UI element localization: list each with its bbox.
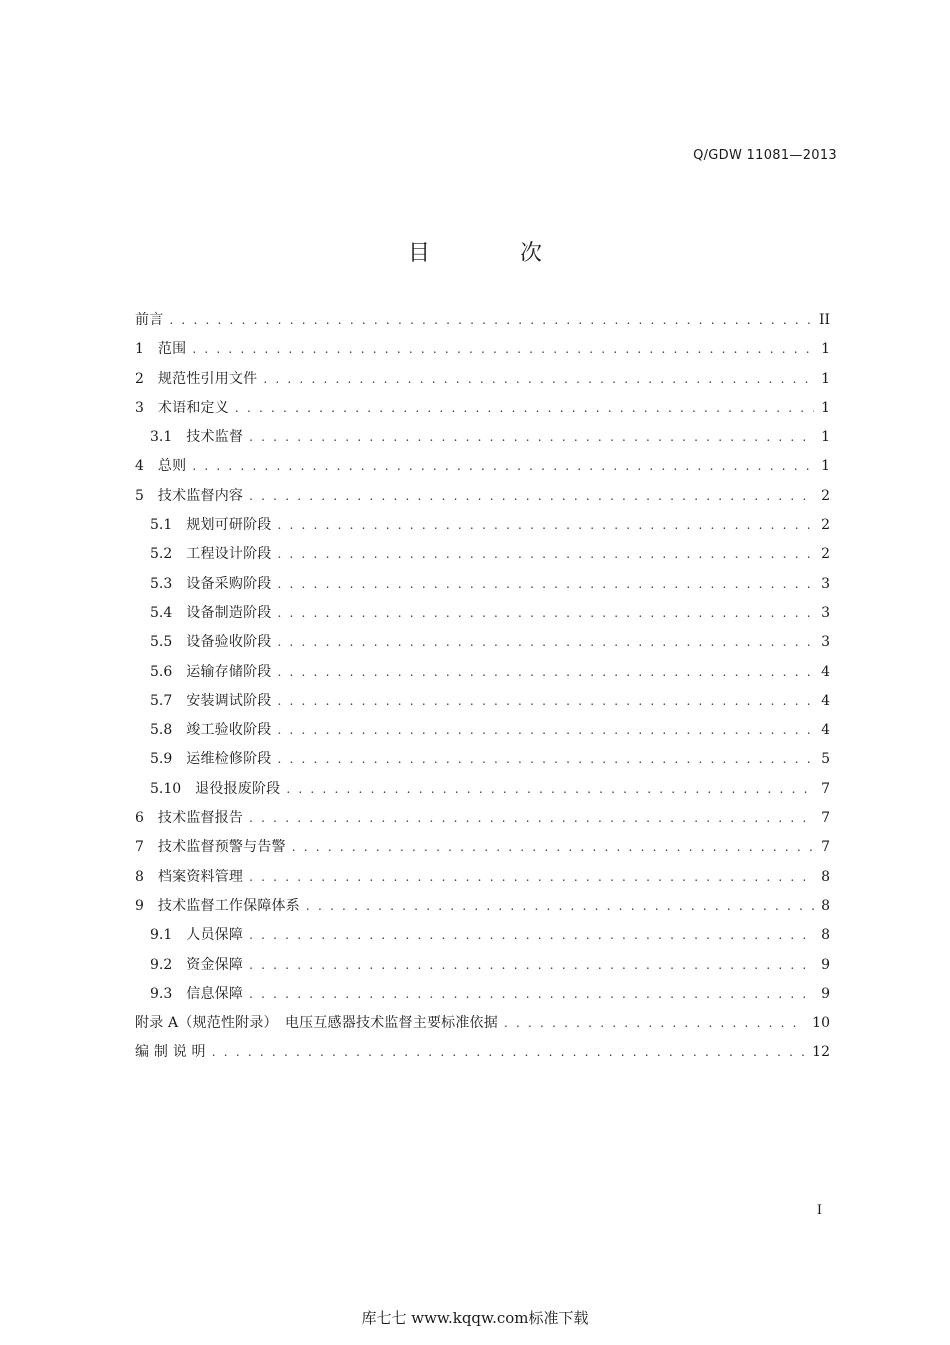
toc-entry[interactable] bbox=[135, 628, 830, 657]
toc-title-char-1: 目 bbox=[407, 241, 430, 266]
toc-entry-label: 资金保障 bbox=[186, 956, 244, 973]
toc-leader-dots bbox=[277, 716, 814, 745]
toc-entry-number: 9.2 bbox=[150, 956, 173, 973]
toc-entry-number: 8 bbox=[135, 868, 144, 885]
toc-entry-label: 技术监督报告 bbox=[157, 810, 244, 827]
toc-entry-page: 8 bbox=[821, 897, 830, 914]
toc-leader-dots bbox=[249, 482, 814, 511]
toc-leader-dots bbox=[277, 658, 814, 687]
toc-entry[interactable] bbox=[135, 599, 830, 628]
toc-entry-label: 技术监督 bbox=[186, 429, 244, 446]
toc-leader-dots bbox=[277, 570, 814, 599]
toc-leader-dots bbox=[212, 1038, 806, 1067]
toc-entry-label: 信息保障 bbox=[186, 985, 244, 1002]
toc-leader-dots bbox=[235, 394, 814, 423]
toc-entry-number: 3 bbox=[135, 399, 144, 416]
toc-leader-dots bbox=[249, 951, 814, 980]
toc-entry-number: 1 bbox=[135, 341, 144, 358]
toc-entry-page: 2 bbox=[821, 546, 830, 563]
toc-entry[interactable] bbox=[135, 687, 830, 716]
toc-entry-label: 设备制造阶段 bbox=[186, 604, 272, 621]
toc-entry-number: 5.5 bbox=[150, 634, 173, 651]
toc-entry-number: 9.1 bbox=[150, 927, 173, 944]
toc-entry-label: 档案资料管理 bbox=[157, 868, 244, 885]
toc-leader-dots bbox=[169, 306, 813, 335]
toc-entry[interactable] bbox=[135, 452, 830, 481]
toc-entry-page: 1 bbox=[821, 341, 830, 358]
toc-leader-dots bbox=[277, 540, 814, 569]
toc-entry[interactable] bbox=[135, 745, 830, 774]
toc-entry-label: 人员保障 bbox=[186, 927, 244, 944]
toc-entry-number: 5.10 bbox=[150, 780, 182, 797]
toc-entry-page: 5 bbox=[821, 751, 830, 768]
toc-entry-page: 1 bbox=[821, 458, 830, 475]
toc-entry[interactable] bbox=[135, 482, 830, 511]
toc-entry[interactable] bbox=[135, 658, 830, 687]
toc-entry-page: 9 bbox=[821, 956, 830, 973]
toc-entry-number: 9 bbox=[135, 897, 144, 914]
toc-leader-dots bbox=[504, 1009, 806, 1038]
toc-entry-label: 范围 bbox=[157, 341, 187, 358]
toc-entry-label: 总则 bbox=[157, 458, 187, 475]
toc-entry-label: 规划可研阶段 bbox=[186, 517, 272, 534]
toc-entry-label: 竣工验收阶段 bbox=[186, 722, 272, 739]
toc-leader-dots bbox=[292, 833, 814, 862]
toc-leader-dots bbox=[277, 628, 814, 657]
toc-entry-page: 3 bbox=[821, 634, 830, 651]
toc-entry-label: 技术监督工作保障体系 bbox=[157, 897, 300, 914]
toc-entry[interactable] bbox=[135, 921, 830, 950]
toc-entry-label: 编 制 说 明 bbox=[135, 1044, 206, 1061]
toc-entry-number: 5.6 bbox=[150, 663, 173, 680]
toc-entry-label: 运维检修阶段 bbox=[186, 751, 272, 768]
toc-entry-number: 5.4 bbox=[150, 604, 173, 621]
toc-entry-number: 5.1 bbox=[150, 517, 173, 534]
toc-entry[interactable] bbox=[135, 833, 830, 862]
toc-entry-label: 术语和定义 bbox=[157, 399, 229, 416]
toc-entry-number: 4 bbox=[135, 458, 144, 475]
toc-entry-page: 9 bbox=[821, 985, 830, 1002]
toc-entry-page: 7 bbox=[821, 780, 830, 797]
toc-entry-page: 1 bbox=[821, 399, 830, 416]
toc-entry[interactable] bbox=[135, 775, 830, 804]
toc-entry-page: 12 bbox=[812, 1044, 830, 1061]
toc-leader-dots bbox=[286, 775, 814, 804]
toc-entry-label: 附录 A（规范性附录） 电压互感器技术监督主要标准依据 bbox=[135, 1015, 498, 1032]
toc-entry-page: 4 bbox=[821, 663, 830, 680]
toc-entry-label: 技术监督预警与告警 bbox=[157, 839, 286, 856]
toc-entry-page: 1 bbox=[821, 429, 830, 446]
toc-entry-label: 安装调试阶段 bbox=[186, 692, 272, 709]
toc-entry-page: 8 bbox=[821, 927, 830, 944]
toc-entry[interactable] bbox=[135, 1009, 830, 1038]
toc-leader-dots bbox=[249, 980, 814, 1009]
toc-leader-dots bbox=[263, 365, 814, 394]
toc-entry[interactable] bbox=[135, 716, 830, 745]
toc-entry-page: II bbox=[818, 312, 830, 328]
table-of-contents bbox=[135, 306, 830, 1068]
toc-entry-number: 5.8 bbox=[150, 722, 173, 739]
toc-entry-label: 前言 bbox=[135, 312, 164, 328]
toc-leader-dots bbox=[306, 892, 814, 921]
toc-entry-number: 6 bbox=[135, 810, 144, 827]
toc-entry-page: 3 bbox=[821, 575, 830, 592]
toc-entry[interactable] bbox=[135, 1038, 830, 1067]
toc-entry[interactable] bbox=[135, 570, 830, 599]
toc-entry-number: 9.3 bbox=[150, 985, 173, 1002]
page-number: I bbox=[816, 1203, 822, 1218]
toc-leader-dots bbox=[277, 599, 814, 628]
toc-entry[interactable] bbox=[135, 892, 830, 921]
toc-entry[interactable] bbox=[135, 511, 830, 540]
toc-entry[interactable] bbox=[135, 394, 830, 423]
toc-entry-label: 设备采购阶段 bbox=[186, 575, 272, 592]
toc-leader-dots bbox=[192, 452, 814, 481]
toc-entry[interactable] bbox=[135, 540, 830, 569]
toc-entry-page: 1 bbox=[821, 370, 830, 387]
toc-entry-page: 2 bbox=[821, 517, 830, 534]
toc-leader-dots bbox=[277, 745, 814, 774]
toc-entry[interactable] bbox=[135, 863, 830, 892]
toc-leader-dots bbox=[277, 511, 814, 540]
toc-leader-dots bbox=[249, 423, 814, 452]
toc-entry-label: 运输存储阶段 bbox=[186, 663, 272, 680]
toc-entry-page: 4 bbox=[821, 692, 830, 709]
toc-leader-dots bbox=[192, 335, 814, 364]
toc-entry-number: 5.9 bbox=[150, 751, 173, 768]
toc-entry-page: 3 bbox=[821, 604, 830, 621]
toc-entry-number: 3.1 bbox=[150, 429, 173, 446]
toc-title bbox=[0, 236, 950, 267]
toc-entry-page: 4 bbox=[821, 722, 830, 739]
toc-entry[interactable] bbox=[135, 951, 830, 980]
toc-entry-page: 7 bbox=[821, 810, 830, 827]
toc-entry-number: 2 bbox=[135, 370, 144, 387]
toc-entry-page: 8 bbox=[821, 868, 830, 885]
toc-entry-number: 5.2 bbox=[150, 546, 173, 563]
toc-entry-label: 技术监督内容 bbox=[157, 487, 244, 504]
toc-entry[interactable] bbox=[135, 980, 830, 1009]
toc-leader-dots bbox=[277, 687, 814, 716]
toc-entry-number: 5.7 bbox=[150, 692, 173, 709]
footer-watermark-text: 库七七 www.kqqw.com标准下载 bbox=[361, 1309, 589, 1327]
toc-entry-page: 2 bbox=[821, 487, 830, 504]
toc-leader-dots bbox=[249, 804, 814, 833]
toc-entry-label: 退役报废阶段 bbox=[195, 780, 281, 797]
toc-entry[interactable] bbox=[135, 423, 830, 452]
document-code: Q/GDW 11081—2013 bbox=[693, 148, 837, 163]
toc-entry-number: 5 bbox=[135, 487, 144, 504]
toc-leader-dots bbox=[249, 863, 814, 892]
toc-entry-label: 设备验收阶段 bbox=[186, 634, 272, 651]
toc-entry-page: 7 bbox=[821, 839, 830, 856]
toc-title-char-2: 次 bbox=[520, 241, 543, 266]
toc-entry-label: 工程设计阶段 bbox=[186, 546, 272, 563]
toc-entry[interactable] bbox=[135, 365, 830, 394]
toc-leader-dots bbox=[249, 921, 814, 950]
toc-entry[interactable] bbox=[135, 804, 830, 833]
toc-entry[interactable] bbox=[135, 306, 830, 335]
toc-entry-number: 5.3 bbox=[150, 575, 173, 592]
toc-entry-label: 规范性引用文件 bbox=[157, 370, 258, 387]
toc-entry-number: 7 bbox=[135, 839, 144, 856]
toc-entry-page: 10 bbox=[812, 1015, 830, 1032]
toc-entry[interactable] bbox=[135, 335, 830, 364]
